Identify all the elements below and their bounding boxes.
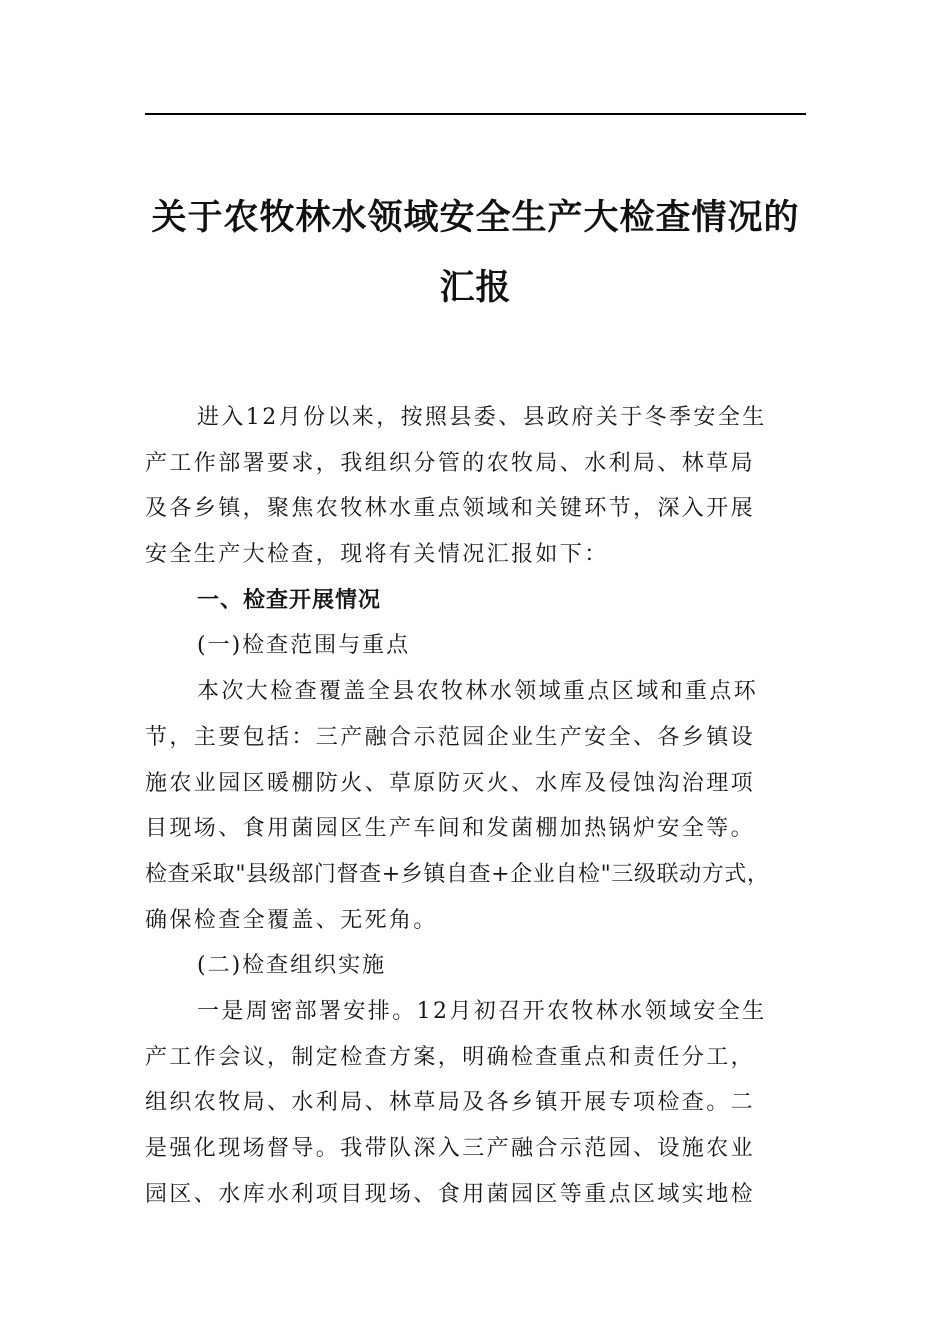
paragraph-line: 进入12月份以来，按照县委、县政府关于冬季安全生 (197, 405, 767, 430)
paragraph-line: 产工作会议，制定检查方案，明确检查重点和责任分工， (145, 1044, 756, 1070)
paragraph-line: 产工作部署要求，我组织分管的农牧局、水利局、林草局 (145, 450, 756, 476)
subsection-heading: (二)检查组织实施 (197, 953, 387, 979)
paragraph-line: 组织农牧局、水利局、林草局及各乡镇开展专项检查。二 (145, 1090, 756, 1116)
paragraph-line: 施农业园区暖棚防火、草原防灭火、水库及侵蚀沟治理项 (145, 770, 756, 796)
paragraph-line: 及各乡镇，聚焦农牧林水重点领域和关键环节，深入开展 (145, 496, 756, 522)
paragraph-line: 确保检查全覆盖、无死角。 (145, 907, 438, 933)
section-heading: 一、检查开展情况 (197, 587, 382, 613)
paragraph-line: 本次大检查覆盖全县农牧林水领域重点区域和重点环 (197, 679, 759, 705)
paragraph-line: 园区、水库水利项目现场、食用菌园区等重点区域实地检 (145, 1181, 756, 1207)
paragraph-line: 安全生产大检查，现将有关情况汇报如下： (145, 542, 609, 568)
paragraph-line: 检查采取"县级部门督查+乡镇自查+企业自检"三级联动方式， (145, 861, 770, 887)
paragraph-line: 节，主要包括：三产融合示范园企业生产安全、各乡镇设 (145, 724, 756, 750)
paragraph-line: 是强化现场督导。我带队深入三产融合示范园、设施农业 (145, 1136, 756, 1161)
subsection-heading: (一)检查范围与重点 (197, 633, 411, 659)
paragraph-line: 一是周密部署安排。12月初召开农牧林水领域安全生 (197, 998, 767, 1024)
document-title-line-2: 汇报 (439, 267, 512, 308)
document-title-line-1: 关于农牧林水领域安全生产大检查情况的 (151, 197, 800, 238)
header-rule (145, 113, 806, 115)
paragraph-line: 目现场、食用菌园区生产车间和发菌棚加热锅炉安全等。 (145, 816, 756, 842)
document-body (145, 395, 806, 1217)
